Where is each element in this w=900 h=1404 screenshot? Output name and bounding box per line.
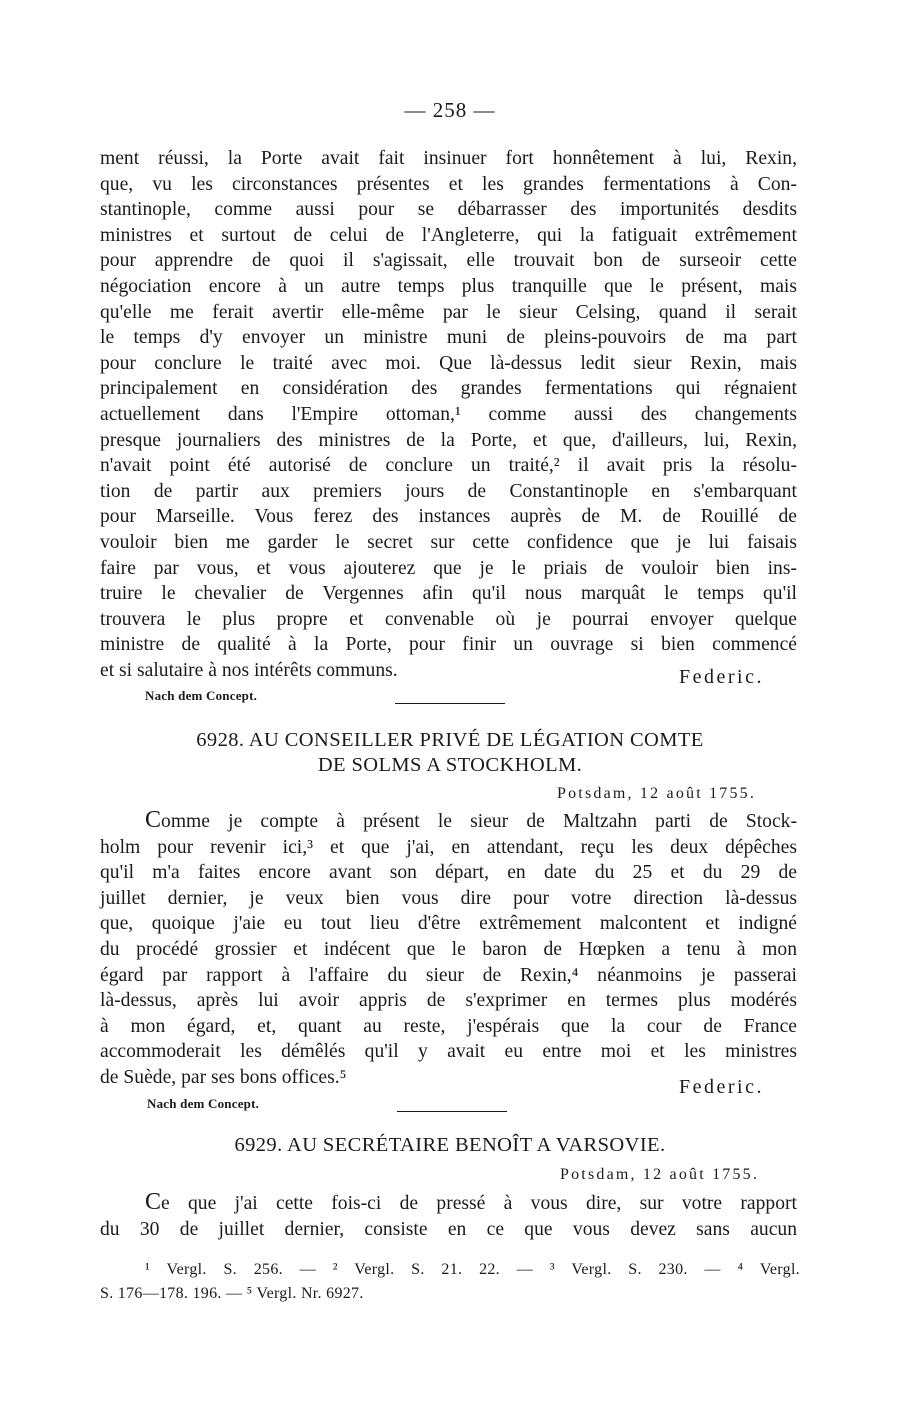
footnotes bbox=[100, 1258, 800, 1306]
letter-6927-body bbox=[100, 146, 797, 683]
heading-line: DE SOLMS A STOCKHOLM. bbox=[317, 754, 583, 776]
signature: Federic. bbox=[679, 666, 764, 688]
source-note: Nach dem Concept. bbox=[145, 688, 258, 703]
footnote-line: ¹ Vergl. S. 256. — ² Vergl. S. 21. 22. — ³ Vergl. S. 230. — ⁴ Vergl. bbox=[145, 1261, 800, 1278]
text-line: vouloir bien me garder le secret sur cette confidence que je lui faisais bbox=[100, 531, 797, 553]
text-line: tion de partir aux premiers jours de Constantinople en s'embarquant bbox=[100, 480, 797, 502]
text-line: que, vu les circonstances présentes et les grandes fermentations à Con- bbox=[100, 173, 797, 195]
text-line: là-dessus, après lui avoir appris de s'exprimer en termes plus modérés bbox=[100, 990, 797, 1012]
dateline: Potsdam, 12 août 1755. bbox=[557, 785, 757, 802]
text-line: juillet dernier, je veux bien vous dire pour votre direction là-dessus bbox=[100, 887, 797, 909]
text-line: holm pour revenir ici,³ et que j'ai, en attendant, reçu les deux dépêches bbox=[100, 836, 797, 858]
signature: Federic. bbox=[679, 1076, 764, 1098]
footnote-line: S. 176—178. 196. — ⁵ Vergl. Nr. 6927. bbox=[100, 1285, 364, 1302]
text-line: principalement en considération des grandes fermentations qui régnaient bbox=[100, 378, 797, 400]
text-line bbox=[100, 1190, 797, 1217]
page-number: — 258 — bbox=[404, 98, 496, 122]
text-line: à mon égard, et, quant au reste, j'espérais que la cour de France bbox=[100, 1015, 797, 1037]
text-line: qu'il m'a faites encore avant son départ, en date du 25 et du 29 de bbox=[100, 862, 797, 884]
text-line: que, quoique j'aie eu tout lieu d'être extrêmement malcontent et indigné bbox=[100, 913, 797, 935]
text-line: du procédé grossier et indécent que le baron de Hœpken a tenu à mon bbox=[100, 938, 797, 960]
text-line-rest: omme je compte à présent le sieur de Maltzahn parti de Stock- bbox=[161, 811, 797, 832]
source-note: Nach dem Concept. bbox=[147, 1096, 260, 1111]
text-line: et si salutaire à nos intérêts communs. bbox=[100, 659, 398, 681]
heading-line: 6929. AU SECRÉTAIRE BENOÎT A VARSOVIE. bbox=[234, 1134, 666, 1156]
drop-cap: C bbox=[145, 1189, 162, 1215]
letter-6928-body bbox=[100, 808, 797, 1091]
text-line bbox=[100, 808, 797, 835]
dateline: Potsdam, 12 août 1755. bbox=[560, 1166, 760, 1183]
text-line: de Suède, par ses bons offices.⁵ bbox=[100, 1066, 347, 1088]
letter-heading-6928 bbox=[100, 728, 800, 778]
drop-cap: C bbox=[145, 807, 162, 833]
text-line: accommoderait les démêlés qu'il y avait eu entre moi et les ministres bbox=[100, 1041, 797, 1063]
section-divider bbox=[397, 1111, 507, 1112]
heading-line: 6928. AU CONSEILLER PRIVÉ DE LÉGATION COMTE bbox=[196, 729, 704, 751]
text-line: pour apprendre de quoi il s'agissait, elle trouvait bon de surseoir cette bbox=[100, 250, 797, 272]
text-line: pour conclure le traité avec moi. Que là-dessus ledit sieur Rexin, mais bbox=[100, 352, 797, 374]
text-line: presque journaliers des ministres de la Porte, et que, d'ailleurs, lui, Rexin, bbox=[100, 429, 797, 451]
text-line: faire par vous, et vous ajouterez que je le priais de vouloir bien ins- bbox=[100, 557, 797, 579]
letter-heading-6929 bbox=[100, 1133, 800, 1158]
letter-6929-body bbox=[100, 1190, 797, 1242]
text-line: trouvera le plus propre et convenable où je pourrai envoyer quelque bbox=[100, 608, 797, 630]
section-divider bbox=[395, 703, 505, 704]
text-line: actuellement dans l'Empire ottoman,¹ comme aussi des changements bbox=[100, 403, 797, 425]
text-line: du 30 de juillet dernier, consiste en ce que vous devez sans aucun bbox=[100, 1218, 797, 1240]
text-line: pour Marseille. Vous ferez des instances auprès de M. de Rouillé de bbox=[100, 506, 797, 528]
text-line: le temps d'y envoyer un ministre muni de pleins-pouvoirs de ma part bbox=[100, 327, 797, 349]
text-line: ministres et surtout de celui de l'Angleterre, qui la fatiguait extrêmement bbox=[100, 224, 797, 246]
text-line: n'avait point été autorisé de conclure un traité,² il avait pris la résolu- bbox=[100, 455, 797, 477]
text-line-rest: e que j'ai cette fois-ci de pressé à vous dire, sur votre rapport bbox=[161, 1193, 797, 1214]
text-line: truire le chevalier de Vergennes afin qu'il nous marquât le temps qu'il bbox=[100, 583, 797, 605]
text-line: ment réussi, la Porte avait fait insinuer fort honnêtement à lui, Rexin, bbox=[100, 148, 797, 169]
text-line: ministre de qualité à la Porte, pour finir un ouvrage si bien commencé bbox=[100, 634, 797, 656]
text-line: négociation encore à un autre temps plus tranquille que le présent, mais bbox=[100, 275, 797, 297]
text-line: qu'elle me ferait avertir elle-même par le sieur Celsing, quand il serait bbox=[100, 301, 797, 323]
text-line: stantinople, comme aussi pour se débarrasser des importunités desdits bbox=[100, 199, 797, 221]
text-line: égard par rapport à l'affaire du sieur de Rexin,⁴ néanmoins je passerai bbox=[100, 964, 797, 986]
